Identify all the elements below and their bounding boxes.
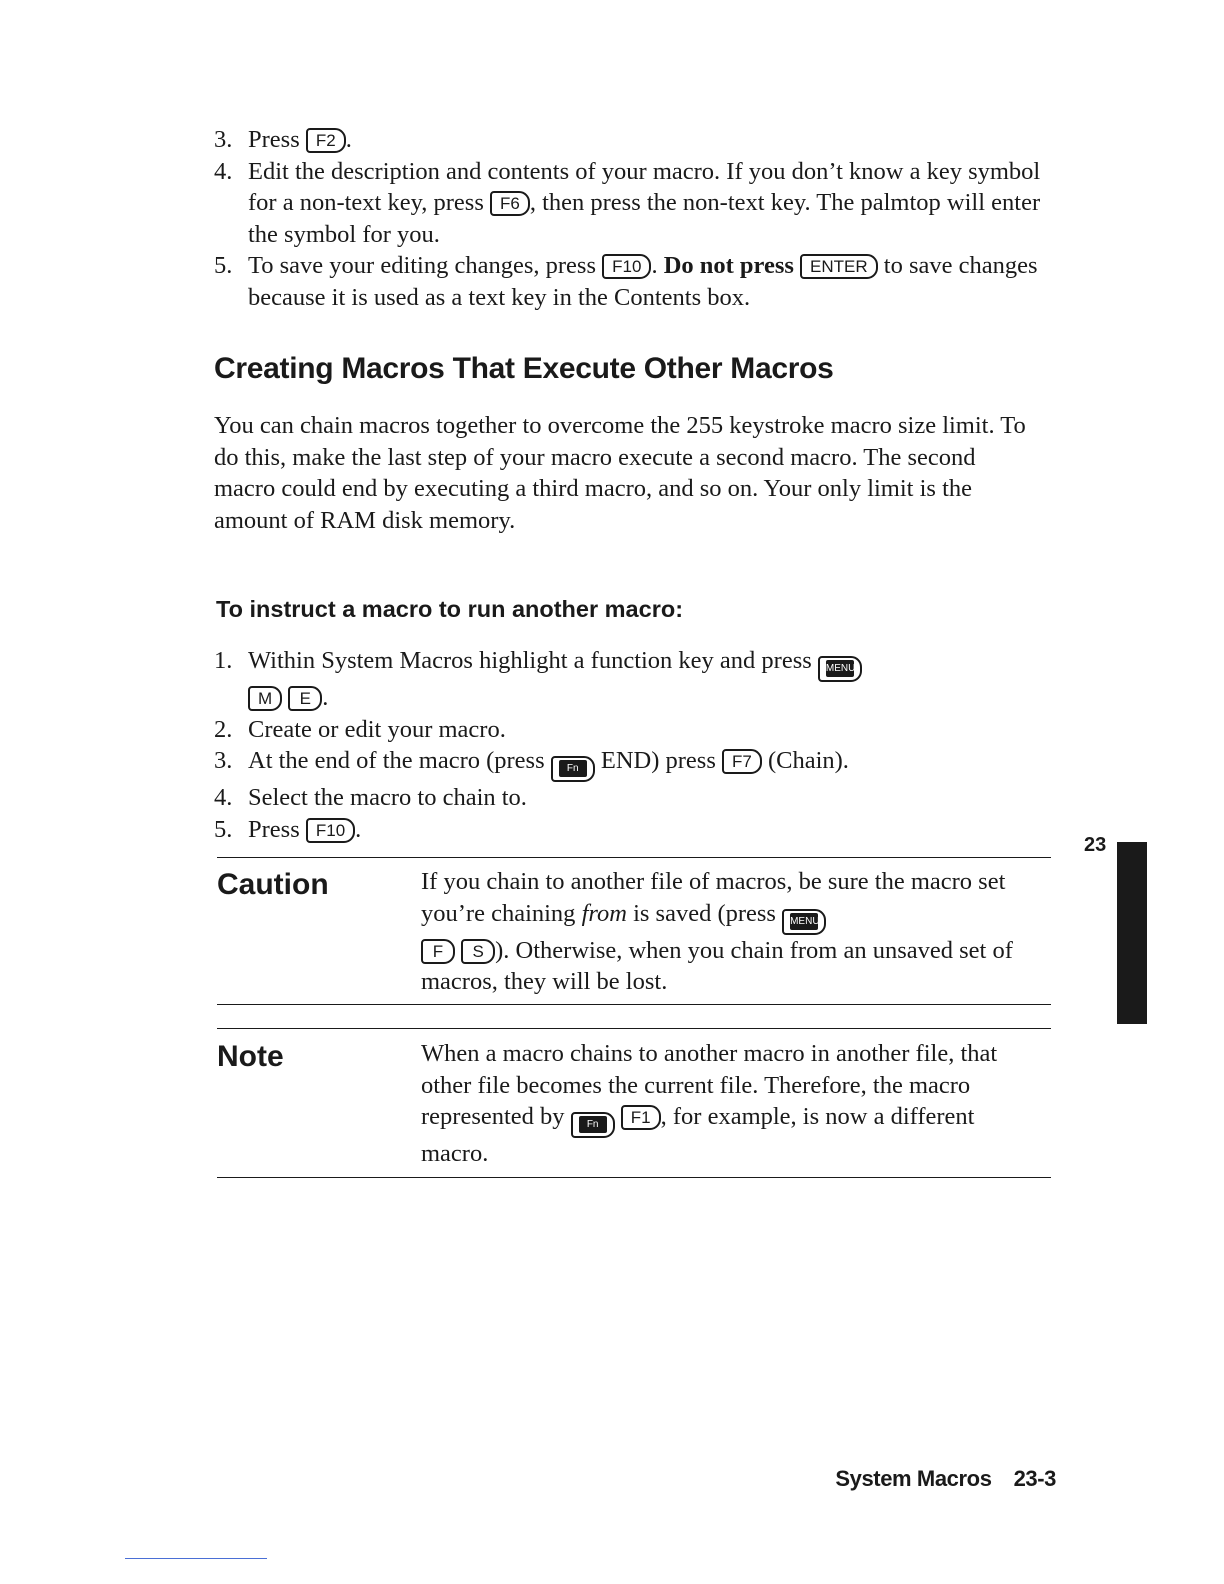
footer-chapter-title: System Macros — [835, 1466, 992, 1491]
note-label: Note — [217, 1040, 284, 1073]
enter-key: ENTER — [800, 254, 878, 279]
page-footer — [835, 1466, 1056, 1492]
caution-label: Caution — [217, 868, 329, 901]
note-top-rule — [217, 1028, 1051, 1029]
list-item: 3. Press F2 . — [214, 126, 352, 153]
procedure-heading: To instruct a macro to run another macro: — [216, 596, 684, 622]
caution-top-rule — [217, 857, 1051, 858]
list-item: 4. Edit the description and contents of your macro. If you don’t know a key symbol for a non-text key, press F6 , then press the non-text key. The palmtop will enter the symbol for you. — [214, 157, 1041, 248]
footer-page-number: 23-3 — [1013, 1466, 1056, 1491]
list-item: 4. Select the macro to chain to. — [214, 784, 527, 811]
fn-key — [571, 1112, 615, 1138]
caution-text: If you chain to another file of macros, be sure the macro set you’re chaining from is saved (press MENU F S ). Otherwise, when you chain from an unsaved set of macros, they will be lost. — [421, 868, 1013, 995]
section-paragraph: You can chain macros together to overcome the 255 keystroke macro size limit. To do this, make the last step of your macro execute a second macro. The second macro could end by executing a third macro, and so on. Your only limit is the amount of RAM disk memory. — [214, 412, 1026, 534]
note-bottom-rule — [217, 1177, 1051, 1178]
caution-bottom-rule — [217, 1004, 1051, 1005]
list-item: 3. At the end of the macro (press Fn END) press F7 (Chain). — [214, 745, 1044, 782]
menu-key-icon: MENU — [790, 913, 818, 930]
chapter-tab-number: 23 — [1084, 834, 1107, 856]
m-key: M — [248, 686, 282, 711]
fn-key-icon: Fn — [579, 1116, 607, 1133]
menu-key — [782, 909, 826, 935]
f-key: F — [421, 939, 455, 964]
f6-key: F6 — [490, 191, 530, 216]
fn-key — [551, 756, 595, 782]
list-item: 5. To save your editing changes, press F10 . Do not press ENTER to save changes because it is used as a text key in the Contents box. — [214, 252, 1038, 311]
list-item: 1. Within System Macros highlight a function key and press MENU M E . — [214, 645, 1044, 714]
f10-key: F10 — [306, 818, 355, 843]
f1-key: F1 — [621, 1105, 661, 1130]
menu-key — [818, 656, 862, 682]
f2-key: F2 — [306, 128, 346, 153]
top-steps-list — [214, 124, 1044, 313]
scan-edge-line — [125, 1558, 267, 1559]
menu-key-icon: MENU — [826, 660, 854, 677]
f7-key: F7 — [722, 749, 762, 774]
fn-key-icon: Fn — [559, 760, 587, 777]
procedure-steps-list — [214, 645, 1044, 845]
note-text: When a macro chains to another macro in another file, that other file becomes the current file. Therefore, the macro represented by Fn F1 , for example, is now a different macro. — [421, 1040, 998, 1167]
e-key: E — [288, 686, 322, 711]
s-key: S — [461, 939, 495, 964]
section-heading: Creating Macros That Execute Other Macros — [214, 352, 834, 385]
list-item: 2. Create or edit your macro. — [214, 715, 506, 743]
warning-bold-text: Do not press — [663, 252, 794, 279]
f10-key: F10 — [602, 254, 651, 279]
list-item: 5. Press F10 . — [214, 815, 362, 843]
chapter-thumb-tab — [1117, 842, 1147, 1024]
